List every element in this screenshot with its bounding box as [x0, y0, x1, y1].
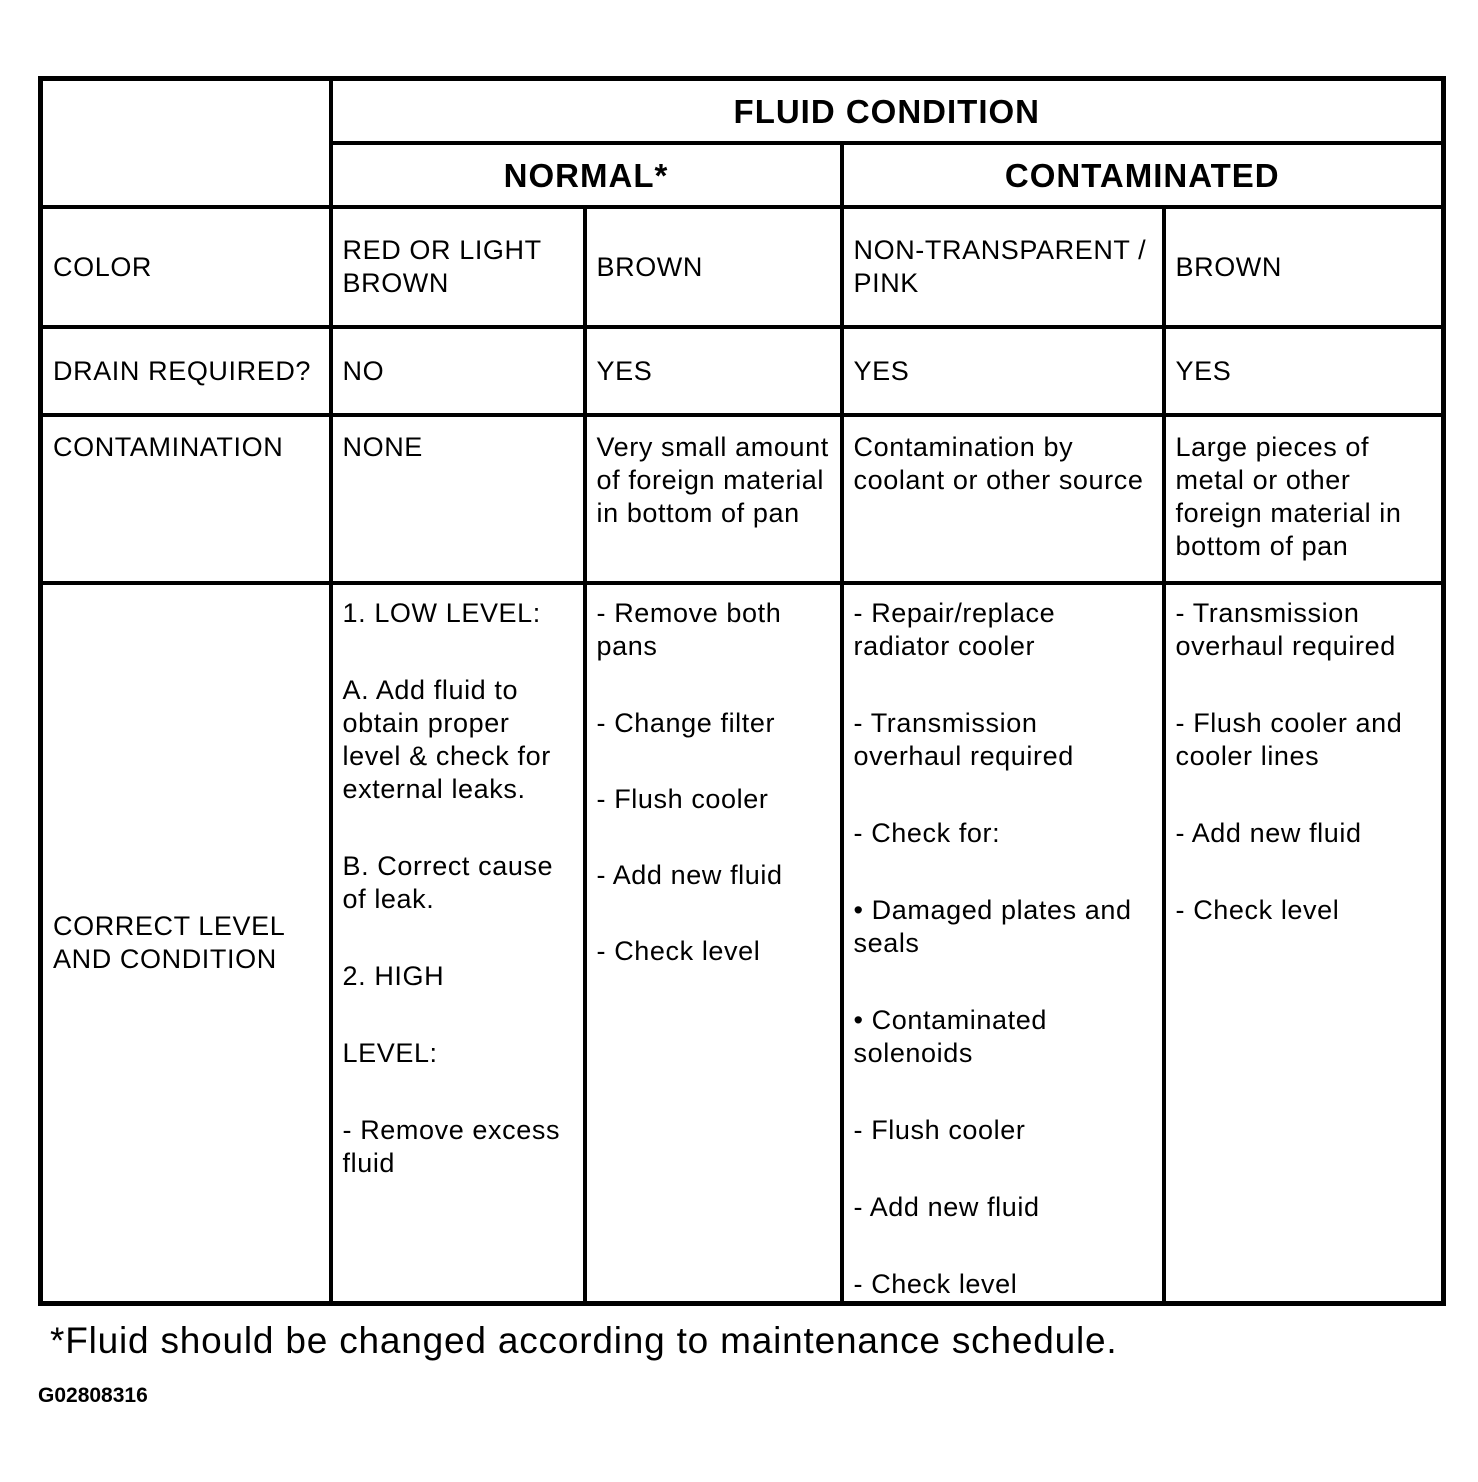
row-label-drain: DRAIN REQUIRED? [41, 327, 331, 415]
table-row-level-condition [41, 583, 1444, 1304]
cell-contamination-normal-2: Very small amount of foreign material in bottom of pan [585, 415, 842, 583]
list-item: - Change filter [596, 708, 776, 738]
fluid-condition-header: FLUID CONDITION [331, 79, 1444, 144]
list-item: B. Correct cause of leak. [342, 851, 554, 914]
list-item: - Flush cooler [596, 784, 769, 814]
list-item: • Damaged plates and seals [853, 895, 1132, 958]
cell-color-normal-2: BROWN [585, 207, 842, 327]
list-item: - Flush cooler and cooler lines [1175, 708, 1403, 771]
table-row-color [41, 207, 1444, 327]
list-item: - Repair/replace radiator cooler [853, 598, 1056, 661]
header-row-1 [41, 79, 1444, 144]
cell-level-contaminated-2 [1164, 583, 1444, 1304]
cell-drain-contaminated-1: YES [842, 327, 1164, 415]
list-item: • Contaminated solenoids [853, 1005, 1047, 1068]
list-item: 1. LOW LEVEL: [342, 598, 541, 628]
contaminated-header: CONTAMINATED [842, 143, 1444, 207]
list-item: - Transmission overhaul required [853, 708, 1074, 771]
figure-id: G02808316 [38, 1384, 148, 1407]
list-item: - Check for: [853, 818, 1001, 848]
normal-header: NORMAL* [331, 143, 842, 207]
list-item: - Flush cooler [853, 1115, 1026, 1145]
list-item: - Remove both pans [596, 598, 782, 661]
cell-color-contaminated-1: NON-TRANSPARENT / PINK [842, 207, 1164, 327]
cell-drain-normal-1: NO [331, 327, 585, 415]
list-item: - Check level [596, 936, 761, 966]
row-label-contamination: CONTAMINATION [41, 415, 331, 583]
list-item: A. Add fluid to obtain proper level & check for external leaks. [342, 675, 551, 804]
list-item: LEVEL: [342, 1038, 438, 1068]
list-item: - Add new fluid [1175, 818, 1362, 848]
cell-drain-normal-2: YES [585, 327, 842, 415]
list-item: - Add new fluid [853, 1192, 1040, 1222]
corner-cell [41, 79, 331, 208]
cell-level-contaminated-1 [842, 583, 1164, 1304]
cell-contamination-contaminated-1: Contamination by coolant or other source [842, 415, 1164, 583]
cell-color-normal-1: RED OR LIGHT BROWN [331, 207, 585, 327]
footnote: *Fluid should be changed according to maintenance schedule. [50, 1320, 1118, 1361]
list-item: - Remove excess fluid [342, 1115, 561, 1178]
row-label-color: COLOR [41, 207, 331, 327]
fluid-condition-table-container [38, 76, 1441, 1300]
cell-color-contaminated-2: BROWN [1164, 207, 1444, 327]
list-item: - Add new fluid [596, 860, 783, 890]
row-label-level-condition: CORRECT LEVEL AND CONDITION [41, 583, 331, 1304]
fluid-condition-table [38, 76, 1446, 1306]
cell-level-normal-2 [585, 583, 842, 1304]
list-item: - Check level [1175, 895, 1340, 925]
cell-level-normal-1 [331, 583, 585, 1304]
table-row-drain [41, 327, 1444, 415]
list-item: 2. HIGH [342, 961, 445, 991]
cell-contamination-contaminated-2: Large pieces of metal or other foreign material in bottom of pan [1164, 415, 1444, 583]
list-item: - Transmission overhaul required [1175, 598, 1396, 661]
table-row-contamination [41, 415, 1444, 583]
cell-contamination-normal-1: NONE [331, 415, 585, 583]
cell-drain-contaminated-2: YES [1164, 327, 1444, 415]
list-item: - Check level [853, 1269, 1018, 1299]
